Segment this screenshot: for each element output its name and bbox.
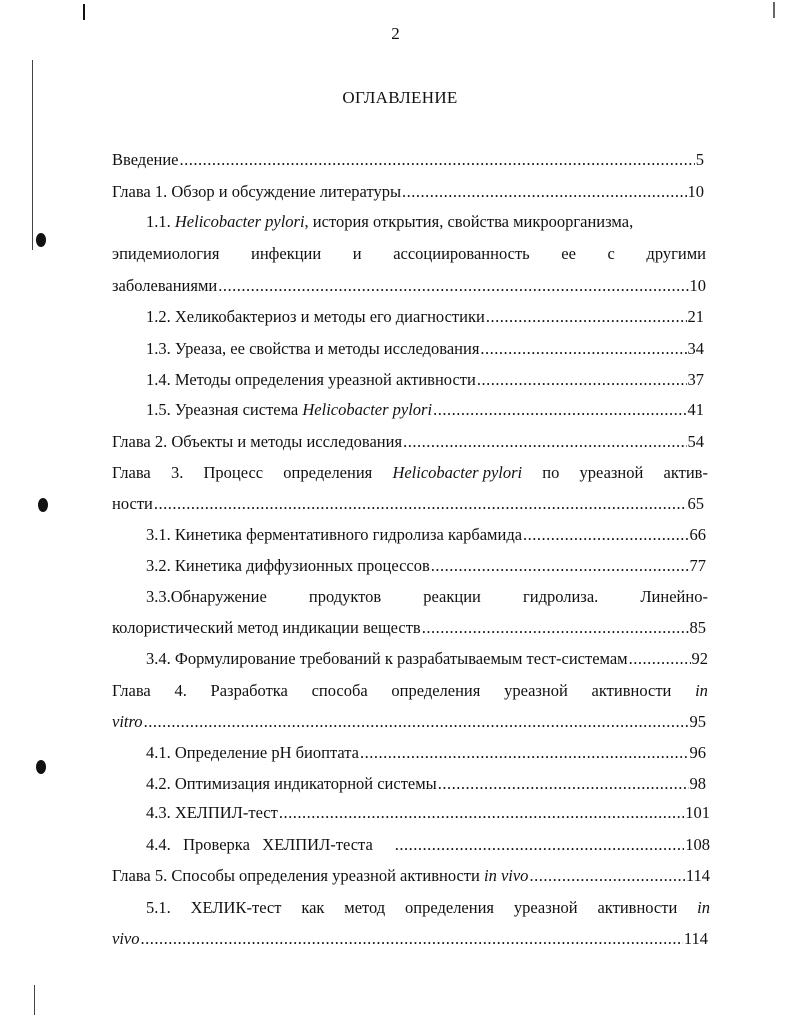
- toc-entry-3-1[interactable]: [146, 525, 706, 545]
- toc-entry-page: 65: [687, 494, 704, 513]
- toc-entry-page: 114: [683, 929, 708, 948]
- word: продуктов: [308, 587, 382, 606]
- toc-entry-chapter-4-line-1[interactable]: [112, 681, 708, 701]
- word: как: [301, 898, 325, 917]
- word: и: [352, 244, 362, 263]
- toc-entry-label: 3.4. Формулирование требований к разрабатываемым тест-системам: [146, 649, 628, 668]
- toc-entry-page: 96: [689, 743, 706, 762]
- organism-name: Helicobacter pylori: [392, 463, 523, 482]
- toc-entry-page: 85: [689, 618, 706, 637]
- toc-entry-page: 10: [687, 182, 704, 201]
- toc-entry-label: [112, 866, 528, 886]
- toc-entry-chapter-1[interactable]: [112, 182, 704, 202]
- word: другими: [646, 244, 706, 263]
- word: инфекции: [251, 244, 322, 263]
- toc-entry-page: 98: [689, 774, 706, 793]
- toc-entry-page: 101: [685, 803, 710, 822]
- toc-entry-page: 21: [687, 307, 704, 326]
- word: гидролиза.: [522, 587, 599, 606]
- leader-dots: [438, 774, 689, 794]
- word: 3.3.Обнаружение: [146, 587, 267, 606]
- toc-entry-chapter-5[interactable]: [112, 866, 710, 886]
- leader-dots: [154, 494, 687, 514]
- word: по: [542, 463, 560, 482]
- leader-dots: [144, 712, 689, 732]
- toc-entry-chapter-3-line-1[interactable]: [112, 463, 708, 483]
- hole-punch-mark: [36, 760, 46, 774]
- toc-entry-label: 1.2. Хеликобактериоз и методы его диагностики: [146, 307, 485, 326]
- word: определения: [391, 681, 481, 700]
- word: уреазной: [504, 681, 568, 700]
- toc-entry-page: 54: [687, 432, 704, 451]
- toc-entry-text: Глава 5. Способы определения уреазной активности: [112, 866, 484, 885]
- word: эпидемиология: [112, 244, 220, 263]
- word: ассоциированность: [393, 244, 530, 263]
- toc-entry-chapter-4-line-2[interactable]: [112, 712, 706, 732]
- word: уреазной: [513, 898, 578, 917]
- toc-entry-label: 4.2. Оптимизация индикаторной системы: [146, 774, 437, 793]
- binder-line: [34, 985, 35, 1015]
- toc-entry-label: vivo: [112, 929, 140, 948]
- word: ее: [561, 244, 576, 263]
- word: актив-: [663, 463, 708, 482]
- leader-dots: [402, 182, 686, 202]
- toc-entry-4-1[interactable]: [146, 743, 706, 763]
- word: реакции: [423, 587, 481, 606]
- toc-entry-4-4[interactable]: [146, 835, 710, 855]
- leader-dots: [279, 803, 684, 823]
- word: Глава: [112, 463, 151, 482]
- toc-entry-1-5[interactable]: [146, 400, 704, 420]
- leader-dots: [431, 556, 689, 576]
- toc-entry-chapter-2[interactable]: [112, 432, 704, 452]
- word: ХЕЛИК-тест: [190, 898, 282, 917]
- leader-dots: [422, 618, 689, 638]
- toc-entry-page: 5: [695, 150, 704, 169]
- toc-entry-page: 108: [685, 835, 710, 854]
- toc-entry-5-1-line-2[interactable]: [112, 929, 708, 949]
- leader-dots: [529, 866, 684, 886]
- leader-dots: [218, 276, 688, 296]
- scan-mark: [83, 4, 85, 20]
- toc-entry-1-1-line-3[interactable]: [112, 276, 706, 296]
- toc-entry-3-2[interactable]: [146, 556, 706, 576]
- toc-entry-label: Глава 2. Объекты и методы исследования: [112, 432, 403, 451]
- toc-entry-1-2[interactable]: [146, 307, 704, 327]
- toc-entry-text: 1.5. Уреазная система: [146, 400, 303, 419]
- organism-name: Helicobacter pylori: [174, 212, 305, 231]
- leader-dots: [523, 525, 688, 545]
- toc-entry-page: 10: [689, 276, 706, 295]
- toc-entry-5-1-line-1[interactable]: [146, 898, 710, 918]
- toc-entry-page: 66: [689, 525, 706, 544]
- toc-entry-label: колористический метод индикации веществ: [112, 618, 421, 637]
- leader-dots: [395, 835, 684, 855]
- leader-dots: [360, 743, 688, 763]
- word: метод: [344, 898, 386, 917]
- toc-entry-label: vitro: [112, 712, 143, 731]
- word: 4.: [174, 681, 187, 700]
- toc-entry-page: 92: [691, 649, 708, 668]
- toc-entry-page: 37: [687, 370, 704, 389]
- toc-entry-label: Введение: [112, 150, 179, 169]
- section-number: 1.1.: [146, 212, 171, 231]
- toc-entry-text: , история открытия, свойства микроорганизма,: [304, 212, 634, 231]
- word: активности: [597, 898, 678, 917]
- word: с: [607, 244, 615, 263]
- toc-entry-1-4[interactable]: [146, 370, 704, 390]
- toc-entry-page: 114: [685, 866, 710, 885]
- toc-entry-label: 4.3. ХЕЛПИЛ-тест: [146, 803, 278, 822]
- toc-entry-label: ности: [112, 494, 153, 513]
- toc-entry-label: 4.1. Определение рН биоптата: [146, 743, 360, 762]
- toc-entry-3-3-line-1[interactable]: [146, 587, 708, 607]
- toc-entry-label: 3.1. Кинетика ферментативного гидролиза карбамида: [146, 525, 523, 544]
- word: способа: [311, 681, 368, 700]
- toc-entry-label: 1.3. Уреаза, ее свойства и методы исследования: [146, 339, 480, 358]
- word: Глава: [112, 681, 151, 700]
- leader-dots: [477, 370, 687, 390]
- toc-entry-page: 41: [687, 400, 704, 419]
- hole-punch-mark: [38, 498, 48, 512]
- toc-entry-label: 3.2. Кинетика диффузионных процессов: [146, 556, 430, 575]
- leader-dots: [629, 649, 691, 669]
- word: определения: [283, 463, 373, 482]
- word: определения: [405, 898, 495, 917]
- toc-entry-1-1-line-2[interactable]: [112, 244, 706, 264]
- toc-entry-label: Глава 1. Обзор и обсуждение литературы: [112, 182, 402, 201]
- leader-dots: [180, 150, 695, 170]
- leader-dots: [480, 339, 686, 359]
- organism-name: Helicobacter pylori: [302, 400, 433, 419]
- word: Линейно-: [640, 587, 708, 606]
- leader-dots: [140, 929, 682, 949]
- toc-entry-3-4[interactable]: [146, 649, 708, 669]
- page-number: 2: [391, 24, 400, 43]
- toc-entry-chapter-3-line-2[interactable]: [112, 494, 704, 514]
- leader-dots: [486, 307, 687, 327]
- toc-entry-italic: in vivo: [483, 866, 529, 885]
- leader-dots: [403, 432, 686, 452]
- word: 5.1.: [146, 898, 171, 917]
- word: in: [697, 898, 710, 917]
- toc-entry-page: 77: [689, 556, 706, 575]
- word: уреазной: [579, 463, 644, 482]
- hole-punch-mark: [36, 233, 46, 247]
- toc-entry-4-2[interactable]: [146, 774, 706, 794]
- page-title: ОГЛАВЛЕНИЕ: [342, 88, 458, 107]
- word: активности: [591, 681, 672, 700]
- word: 3.: [170, 463, 184, 482]
- toc-entry-page: 95: [689, 712, 706, 731]
- scan-mark: [773, 2, 775, 18]
- toc-entry-label: заболеваниями: [112, 276, 218, 295]
- toc-entry-page: 34: [687, 339, 704, 358]
- word: Процесс: [203, 463, 264, 482]
- toc-entry-label: [146, 400, 432, 420]
- word: in: [695, 681, 708, 700]
- toc-entry-3-3-line-2[interactable]: [112, 618, 706, 638]
- toc-entry-label: 1.4. Методы определения уреазной активности: [146, 370, 476, 389]
- word: Разработка: [210, 681, 288, 700]
- toc-entry-intro[interactable]: [112, 150, 704, 170]
- toc-entry-1-3[interactable]: [146, 339, 704, 359]
- leader-dots: [433, 400, 686, 420]
- toc-entry-4-3[interactable]: [146, 803, 710, 823]
- toc-entry-1-1-line-1[interactable]: [146, 212, 706, 232]
- toc-entry-label: 4.4. Проверка ХЕЛПИЛ-теста: [146, 835, 373, 854]
